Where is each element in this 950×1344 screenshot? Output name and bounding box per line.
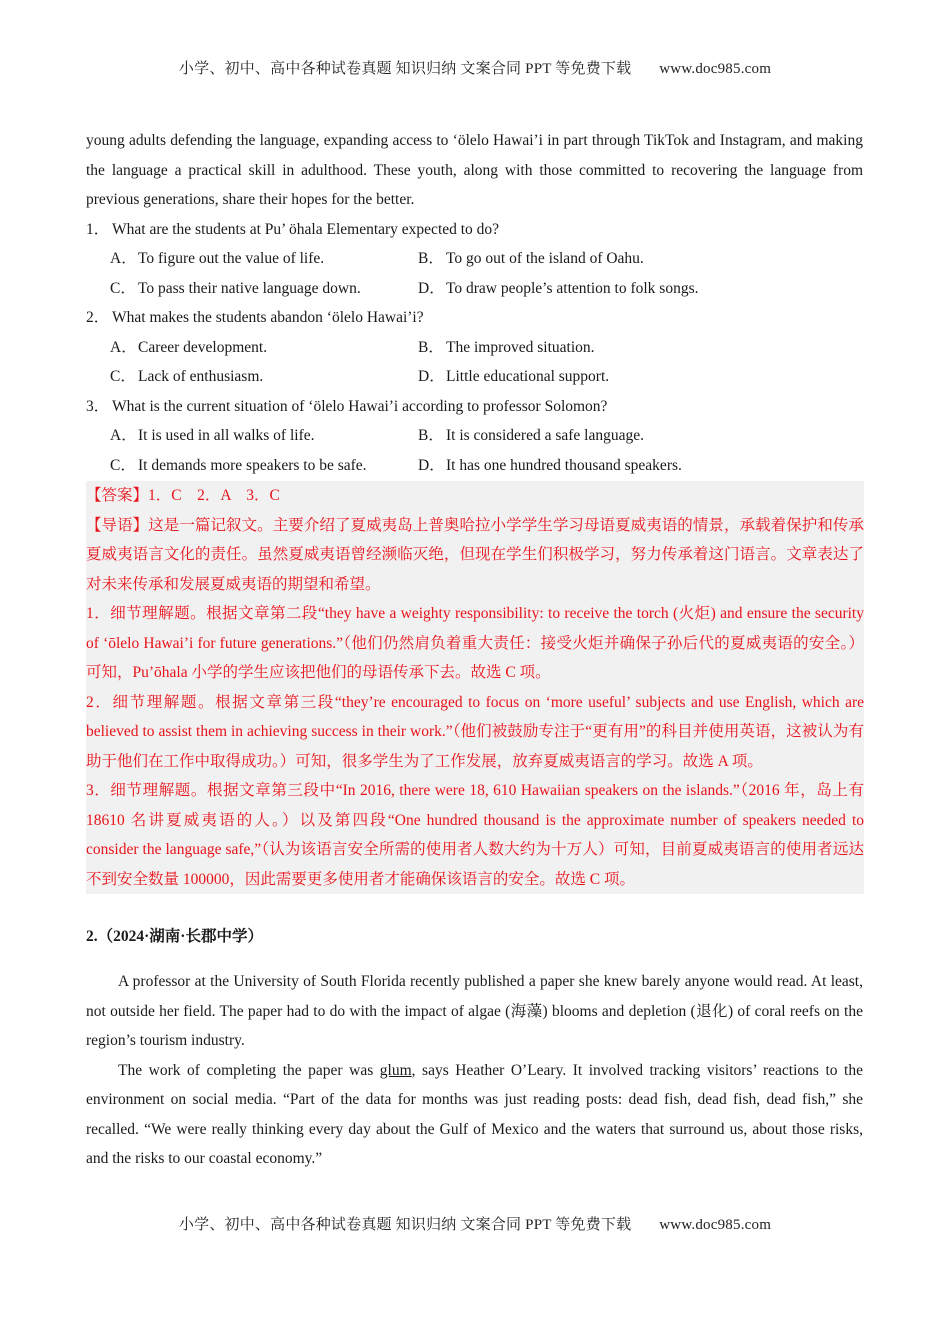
question-stem (86, 215, 863, 245)
header-text: 小学、初中、高中各种试卷真题 知识归纳 文案合同 PPT 等免费下载 (178, 61, 632, 77)
intro-line (86, 511, 864, 600)
intro-label: 【导语】 (86, 516, 149, 534)
question-1 (86, 215, 863, 304)
answer-explanation-box (86, 481, 864, 894)
question-text: What are the students at Pu’ öhala Elementary expected to do? (112, 220, 500, 238)
passage-paragraph-1: A professor at the University of South Florida recently published a paper she knew barely anyone would read. At least, not outside her field. The paper had to do with the impact of algae (海藻) blooms and depletion (退化) of coral reefs on the region’s tourism industry. (86, 973, 863, 1049)
question-2 (86, 303, 863, 392)
question-number: 1． (86, 220, 110, 238)
answer-label: 【答案】 (86, 487, 149, 504)
explanation-2: 2．细节理解题。根据文章第三段“they’re encouraged to focus on ‘more useful’ subjects and use English, which are believed to assist them in achieving success in their work.”（他们被鼓励专注于“更有用”的科目并使用英语，这被认为有助于他们在工作中取得成功。）可知，很多学生为了工作发展，放弃夏威夷语言的学习。故选 A 项。 (86, 693, 864, 770)
option-a: A．Career development. (110, 338, 268, 356)
option-a: A．It is used in all walks of life. (110, 427, 315, 444)
options (86, 333, 863, 392)
page-footer (0, 1213, 950, 1234)
option-c: C． Lack of enthusiasm. (110, 368, 264, 385)
footer-text: 小学、初中、高中各种试卷真题 知识归纳 文案合同 PPT 等免费下载 (178, 1217, 632, 1233)
explanation-3: 3．细节理解题。根据文章第三段中“In 2016, there were 18, 610 Hawaiian speakers on the islands.”（2016 年，岛上有 18610 名讲夏威夷语的人。）以及第四段“One hundred thousand is the approximate number of speakers needed to consider the language safe,”（认为该语言安全所需的使用者人数大约为十万人）可知，目前夏威夷语言的使用者远达不到安全数量 100000，因此需要更多使用者才能确保该语言的安全。故选 C 项。 (86, 782, 864, 888)
question-text: What is the current situation of ‘ölelo Hawai’i according to professor Solomon? (112, 397, 608, 415)
option-b: B． The improved situation. (418, 338, 595, 356)
option-b: B． It is considered a safe language. (418, 427, 644, 444)
explanation-1: 1．细节理解题。根据文章第二段“they have a weighty responsibility: to receive the torch (火炬) and ensure the security of ‘ōlelo Hawai’i for future generations.”（他们仍然肩负着重大责任：接受火炬并确保子孙后代的夏威夷语的安全。）可知，Pu’ōhala 小学的学生应该把他们的母语传承下去。故选 C 项。 (86, 605, 864, 681)
option-d: D．Little educational support. (418, 368, 610, 385)
option-c: C． To pass their native language down. (110, 279, 361, 297)
header-url-link[interactable]: www.doc985.com (659, 61, 772, 77)
question-3 (86, 392, 863, 481)
question-stem (86, 392, 863, 422)
option-b: B． To go out of the island of Oahu. (418, 250, 644, 267)
question-number: 3． (86, 397, 110, 415)
options (86, 421, 863, 480)
question-stem (86, 303, 863, 333)
intro-text: 这是一篇记叙文。主要介绍了夏威夷岛上普奥哈拉小学学生学习母语夏威夷语的情景，承载着保护和传承夏威夷语言文化的责任。虽然夏威夷语曾经濒临灭绝，但现在学生们积极学习，努力传承着这门语言。文章表达了对未来传承和发展夏威夷语的期望和希望。 (86, 516, 864, 593)
question-text: What makes the students abandon ‘ölelo Hawai’i? (112, 309, 424, 326)
footer-url-link[interactable]: www.doc985.com (659, 1217, 772, 1233)
document-body (86, 126, 863, 1174)
option-d: D．To draw people’s attention to folk songs. (418, 279, 699, 297)
page-header (0, 57, 950, 78)
option-d: D．It has one hundred thousand speakers. (418, 456, 682, 474)
question-number: 2． (86, 309, 110, 326)
answer-line (86, 481, 864, 511)
option-c: C． It demands more speakers to be safe. (110, 456, 367, 474)
option-a: A．To figure out the value of life. (110, 250, 325, 267)
passage-continuation: young adults defending the language, expanding access to ‘ölelo Hawai’i in part through TikTok and Instagram, and making the language a practical skill in adulthood. These youth, along with those committed to recovering the language from previous generations, share their hopes for the better. (86, 132, 863, 208)
options (86, 244, 863, 303)
section-heading: 2.（2024·湖南·长郡中学） (86, 928, 263, 945)
underlined-word: glum (379, 1061, 412, 1079)
answer-text: 1．C 2．A 3．C (148, 487, 280, 504)
passage-paragraph-2: The work of completing the paper was glum, says Heather O’Leary. It involved tracking visitors’ reactions to the environment on social media. “Part of the data for months was just reading posts: dead fish, dead fish, dead fish,” she recalled. “We were really thinking every day about the Gulf of Mexico and the waters that surround us, about those risks, and the risks to our coastal economy.” (86, 1061, 863, 1167)
